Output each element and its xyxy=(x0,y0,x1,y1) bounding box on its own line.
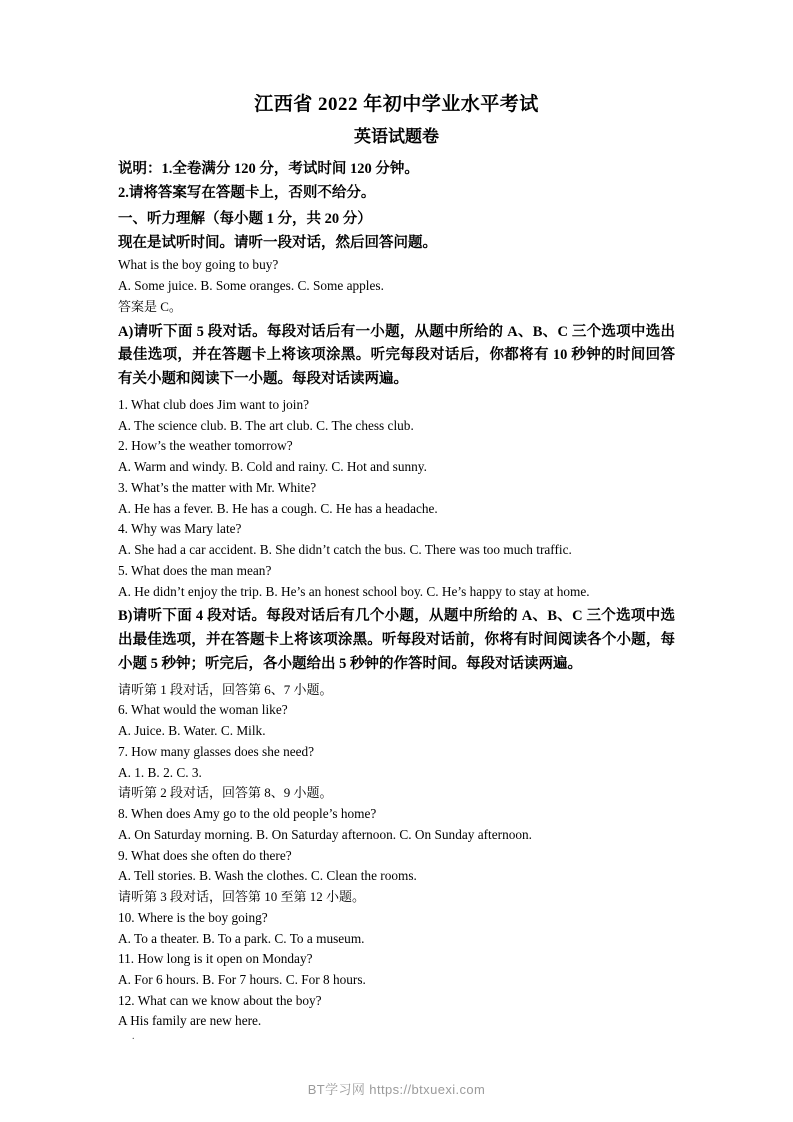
exam-title-sub: 英语试题卷 xyxy=(354,126,439,146)
question-1-options: A. The science club. B. The art club. C. The chess club. xyxy=(118,417,414,433)
part-a-directions: A)请听下面 5 段对话。每段对话后有一小题，从题中所给的 A、B、C 三个选项中选出最佳选项，并在答题卡上将该项涂黑。听完每段对话后，你都将有 10 秒钟的时间回答有关小题和阅读下一小题。每段对话读两遍。 xyxy=(118,323,675,388)
question-3: 3. What’s the matter with Mr. White? xyxy=(118,479,317,495)
question-8-options: A. On Saturday morning. B. On Saturday afternoon. C. On Sunday afternoon. xyxy=(118,826,532,842)
question-5: 5. What does the man mean? xyxy=(118,562,272,578)
question-12-options: A His family are new here. xyxy=(118,1013,262,1029)
sample-options: A. Some juice. B. Some oranges. C. Some apples. xyxy=(118,278,384,294)
question-11-options: A. For 6 hours. B. For 7 hours. C. For 8 hours. xyxy=(118,972,366,987)
sample-answer: 答案是 C。 xyxy=(118,298,182,314)
question-5-options: A. He didn’t enjoy the trip. B. He’s an honest school boy. C. He’s happy to stay at home. xyxy=(118,583,590,599)
section-one-heading: 一、听力理解（每小题 1 分，共 20 分） xyxy=(118,211,372,228)
question-1: 1. What club does Jim want to join? xyxy=(118,396,310,412)
exam-title-main: 江西省 2022 年初中学业水平考试 xyxy=(254,94,539,115)
site-watermark: BT学习网 https://btxuexi.com xyxy=(307,1082,486,1097)
question-7: 7. How many glasses does she need? xyxy=(118,743,315,759)
question-9: 9. What does she often do there? xyxy=(118,847,292,863)
question-7-options: A. 1. B. 2. C. 3. xyxy=(118,764,202,780)
group-3-lead: 请听第 3 段对话，回答第 10 至第 12 小题。 xyxy=(118,889,366,904)
question-3-options: A. He has a fever. B. He has a cough. C. He has a headache. xyxy=(118,500,438,516)
question-6: 6. What would the woman like? xyxy=(118,702,288,718)
instruction-line-1: 说明：1.全卷满分 120 分，考试时间 120 分钟。 xyxy=(118,161,419,178)
question-11: 11. How long is it open on Monday? xyxy=(118,951,313,967)
question-10-options: A. To a theater. B. To a park. C. To a museum. xyxy=(118,930,365,946)
question-2-options: A. Warm and windy. B. Cold and rainy. C. Hot and sunny. xyxy=(118,459,427,475)
group-1-lead: 请听第 1 段对话，回答第 6、7 小题。 xyxy=(118,681,333,697)
group-2-lead: 请听第 2 段对话，回答第 8、9 小题。 xyxy=(118,785,333,801)
question-12: 12. What can we know about the boy? xyxy=(118,992,322,1008)
question-6-options: A. Juice. B. Water. C. Milk. xyxy=(118,723,266,739)
question-4: 4. Why was Mary late? xyxy=(118,521,242,537)
question-8: 8. When does Amy go to the old people’s home? xyxy=(118,806,377,822)
question-9-options: A. Tell stories. B. Wash the clothes. C. Clean the rooms. xyxy=(118,868,417,884)
question-2: 2. How’s the weather tomorrow? xyxy=(118,438,293,454)
question-4-options: A. She had a car accident. B. She didn’t catch the bus. C. There was too much traffic. xyxy=(118,542,572,558)
listening-intro: 现在是试听时间。请听一段对话，然后回答问题。 xyxy=(118,234,437,251)
page-dot-mark: . xyxy=(132,1031,135,1043)
instruction-line-2: 2.请将答案写在答题卡上，否则不给分。 xyxy=(118,184,376,201)
part-b-directions: B)请听下面 4 段对话。每段对话后有几个小题，从题中所给的 A、B、C 三个选项中选出最佳选项，并在答题卡上将该项涂黑。听每段对话前，你将有时间阅读各个小题，每小题 5 秒钟；听完后，各小题给出 5 秒钟的作答时间。每段对话读两遍。 xyxy=(118,608,675,672)
question-10: 10. Where is the boy going? xyxy=(118,909,268,925)
sample-question: What is the boy going to buy? xyxy=(118,257,279,273)
